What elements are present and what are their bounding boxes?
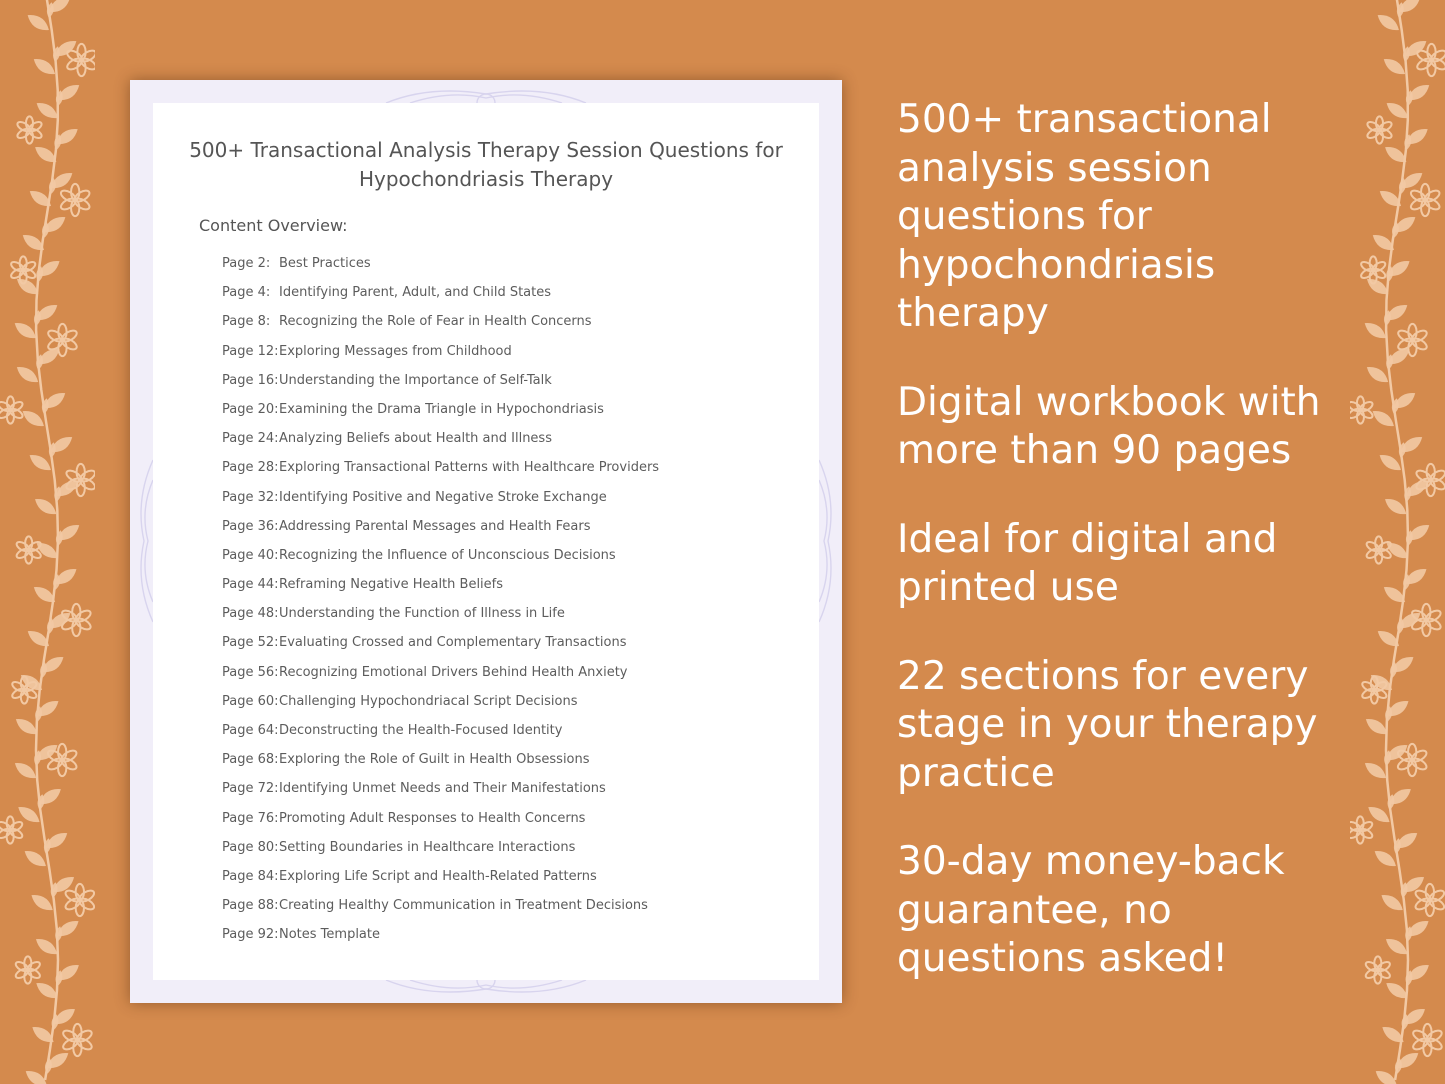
toc-title: Understanding the Function of Illness in Life	[279, 606, 565, 622]
toc-title: Reframing Negative Health Beliefs	[279, 577, 504, 593]
floral-vine-left-icon	[0, 0, 95, 1084]
feature-workbook: Digital workbook with more than 90 pages	[897, 379, 1321, 473]
toc-item	[222, 662, 782, 691]
worksheet-page	[153, 103, 819, 980]
toc-title: Best Practices	[279, 256, 371, 271]
document-title	[173, 136, 799, 194]
feature-questions: 500+ transactional analysis session questions for hypochondriasis therapy	[897, 97, 1272, 336]
toc-page: Page 88:	[222, 898, 279, 914]
toc-item	[222, 837, 782, 866]
toc-title: Addressing Parental Messages and Health Fears	[279, 518, 591, 534]
toc-page: Page 56:	[222, 664, 279, 680]
toc-title: Deconstructing the Health-Focused Identity	[279, 723, 563, 738]
toc-page: Page 60:	[222, 693, 279, 709]
toc-item	[222, 487, 782, 516]
toc-item	[222, 341, 782, 370]
toc-page: Page 92:	[222, 927, 279, 943]
feature-list	[897, 96, 1337, 1024]
toc-page: Page 12:	[222, 343, 279, 359]
toc-title: Recognizing Emotional Drivers Behind Health Anxiety	[279, 664, 628, 680]
floral-vine-right-icon	[1350, 0, 1445, 1084]
toc-page: Page 16:	[222, 372, 279, 388]
toc-item	[222, 866, 782, 895]
toc-title: Understanding the Importance of Self-Talk	[279, 372, 552, 388]
toc-title: Analyzing Beliefs about Health and Illness	[279, 431, 552, 447]
table-of-contents	[222, 253, 782, 954]
toc-item	[222, 924, 782, 953]
toc-title: Setting Boundaries in Healthcare Interactions	[279, 839, 576, 855]
toc-title: Evaluating Crossed and Complementary Transactions	[279, 635, 627, 651]
toc-item	[222, 603, 782, 632]
toc-page: Page 44:	[222, 577, 279, 593]
toc-page: Page 36:	[222, 518, 279, 534]
toc-item	[222, 720, 782, 749]
toc-page: Page 24:	[222, 431, 279, 447]
toc-page: Page 4:	[222, 285, 271, 301]
toc-item	[222, 370, 782, 399]
toc-item	[222, 457, 782, 486]
toc-title: Identifying Parent, Adult, and Child States	[279, 285, 552, 301]
toc-page: Page 40:	[222, 547, 279, 563]
toc-title: Promoting Adult Responses to Health Concerns	[279, 810, 586, 826]
toc-page: Page 84:	[222, 868, 279, 884]
toc-item	[222, 749, 782, 778]
toc-title: Creating Healthy Communication in Treatment Decisions	[279, 898, 648, 914]
toc-item	[222, 282, 782, 311]
toc-page: Page 32:	[222, 489, 279, 505]
toc-page: Page 28:	[222, 460, 279, 476]
toc-title: Recognizing the Influence of Unconscious Decisions	[279, 547, 616, 563]
toc-item	[222, 632, 782, 661]
toc-item	[222, 545, 782, 574]
toc-page: Page 80:	[222, 839, 279, 855]
toc-item	[222, 895, 782, 924]
toc-page: Page 64:	[222, 723, 279, 738]
toc-page: Page 48:	[222, 606, 279, 622]
toc-title: Exploring the Role of Guilt in Health Obsessions	[279, 752, 590, 768]
toc-item	[222, 253, 782, 282]
toc-item	[222, 516, 782, 545]
feature-guarantee: 30-day money-back guarantee, no questions asked!	[897, 839, 1285, 981]
toc-item	[222, 691, 782, 720]
toc-title: Exploring Messages from Childhood	[279, 343, 512, 359]
toc-page: Page 52:	[222, 635, 279, 651]
toc-title: Notes Template	[279, 927, 380, 943]
toc-item	[222, 311, 782, 340]
toc-title: Recognizing the Role of Fear in Health Concerns	[279, 314, 592, 330]
toc-title: Identifying Positive and Negative Stroke Exchange	[279, 489, 607, 505]
toc-item	[222, 428, 782, 457]
toc-page: Page 8:	[222, 314, 271, 330]
toc-item	[222, 399, 782, 428]
toc-title: Challenging Hypochondriacal Script Decisions	[279, 693, 578, 709]
document-title-line-1: 500+ Transactional Analysis Therapy Session Questions for	[189, 138, 783, 162]
document-title-line-2: Hypochondriasis Therapy	[358, 167, 614, 191]
toc-item	[222, 808, 782, 837]
toc-title: Identifying Unmet Needs and Their Manifestations	[279, 781, 606, 797]
toc-title: Examining the Drama Triangle in Hypochondriasis	[279, 401, 604, 417]
toc-page: Page 68:	[222, 752, 279, 768]
worksheet-preview	[130, 80, 842, 1003]
feature-usage: Ideal for digital and printed use	[897, 516, 1278, 610]
toc-page: Page 76:	[222, 810, 279, 826]
toc-page: Page 20:	[222, 401, 279, 417]
feature-sections: 22 sections for every stage in your therapy practice	[897, 653, 1318, 796]
content-overview-label: Content Overview:	[199, 216, 348, 235]
toc-page: Page 2:	[222, 256, 271, 271]
toc-page: Page 72:	[222, 781, 279, 797]
toc-title: Exploring Transactional Patterns with Healthcare Providers	[279, 460, 660, 476]
toc-item	[222, 778, 782, 807]
toc-item	[222, 574, 782, 603]
toc-title: Exploring Life Script and Health-Related Patterns	[279, 868, 597, 884]
